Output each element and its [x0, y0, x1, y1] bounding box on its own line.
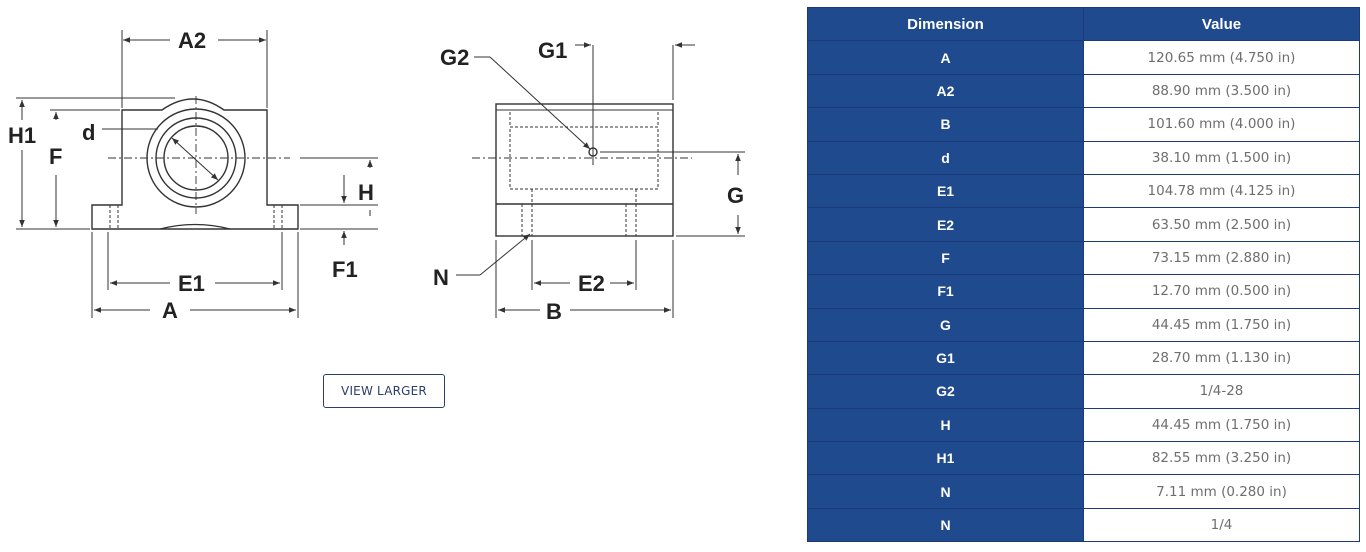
value-cell: 82.55 mm (3.250 in)	[1084, 442, 1360, 475]
table-row	[808, 408, 1360, 441]
dimension-cell: A	[808, 41, 1084, 74]
table-row	[808, 74, 1360, 107]
value-cell: 63.50 mm (2.500 in)	[1084, 208, 1360, 241]
dimension-cell: G	[808, 308, 1084, 341]
dimension-cell: G1	[808, 341, 1084, 374]
label-G2: G2	[440, 45, 470, 70]
front-view	[92, 96, 298, 229]
value-cell: 101.60 mm (4.000 in)	[1084, 108, 1360, 141]
value-cell: 44.45 mm (1.750 in)	[1084, 308, 1360, 341]
label-A2: A2	[178, 28, 207, 53]
dimension-cell: H	[808, 408, 1084, 441]
dimension-cell: B	[808, 108, 1084, 141]
table-row	[808, 141, 1360, 174]
table-row	[808, 508, 1360, 541]
dimension-cell: E2	[808, 208, 1084, 241]
value-cell: 73.15 mm (2.880 in)	[1084, 241, 1360, 274]
table-row	[808, 41, 1360, 74]
dimension-cell: A2	[808, 74, 1084, 107]
dimension-cell: N	[808, 475, 1084, 508]
dimension-cell: F	[808, 241, 1084, 274]
table-row	[808, 174, 1360, 207]
dimension-cell: N	[808, 508, 1084, 541]
dimension-cell: d	[808, 141, 1084, 174]
header-dimension: Dimension	[808, 8, 1084, 41]
value-cell: 7.11 mm (0.280 in)	[1084, 475, 1360, 508]
table-header-row	[808, 8, 1360, 41]
table-row	[808, 275, 1360, 308]
value-cell: 1/4-28	[1084, 375, 1360, 408]
table-row	[808, 375, 1360, 408]
label-A: A	[162, 298, 178, 323]
value-cell: 28.70 mm (1.130 in)	[1084, 341, 1360, 374]
label-G: G	[727, 183, 745, 208]
dimension-cell: E1	[808, 174, 1084, 207]
value-cell: 120.65 mm (4.750 in)	[1084, 41, 1360, 74]
label-H: H	[358, 180, 374, 205]
side-view	[472, 104, 692, 236]
dimension-cell: H1	[808, 442, 1084, 475]
label-E2: E2	[578, 271, 605, 296]
table-row	[808, 308, 1360, 341]
side-view-labels	[433, 38, 744, 324]
label-F1: F1	[332, 257, 358, 282]
view-larger-button[interactable]: VIEW LARGER	[323, 374, 445, 408]
value-cell: 38.10 mm (1.500 in)	[1084, 141, 1360, 174]
value-cell: 1/4	[1084, 508, 1360, 541]
label-F: F	[49, 144, 63, 169]
dimension-cell: G2	[808, 375, 1084, 408]
dimension-table	[807, 7, 1360, 542]
label-d: d	[82, 120, 96, 145]
label-N: N	[433, 265, 449, 290]
label-E1: E1	[178, 271, 205, 296]
table-row	[808, 241, 1360, 274]
value-cell: 12.70 mm (0.500 in)	[1084, 275, 1360, 308]
label-G1: G1	[538, 38, 568, 63]
dimension-cell: F1	[808, 275, 1084, 308]
table-row	[808, 208, 1360, 241]
label-B: B	[546, 299, 562, 324]
header-value: Value	[1084, 8, 1360, 41]
value-cell: 44.45 mm (1.750 in)	[1084, 408, 1360, 441]
table-row	[808, 341, 1360, 374]
table-row	[808, 108, 1360, 141]
value-cell: 104.78 mm (4.125 in)	[1084, 174, 1360, 207]
value-cell: 88.90 mm (3.500 in)	[1084, 74, 1360, 107]
front-view-labels	[8, 28, 374, 323]
table-row	[808, 442, 1360, 475]
table-row	[808, 475, 1360, 508]
label-H1: H1	[8, 123, 37, 148]
